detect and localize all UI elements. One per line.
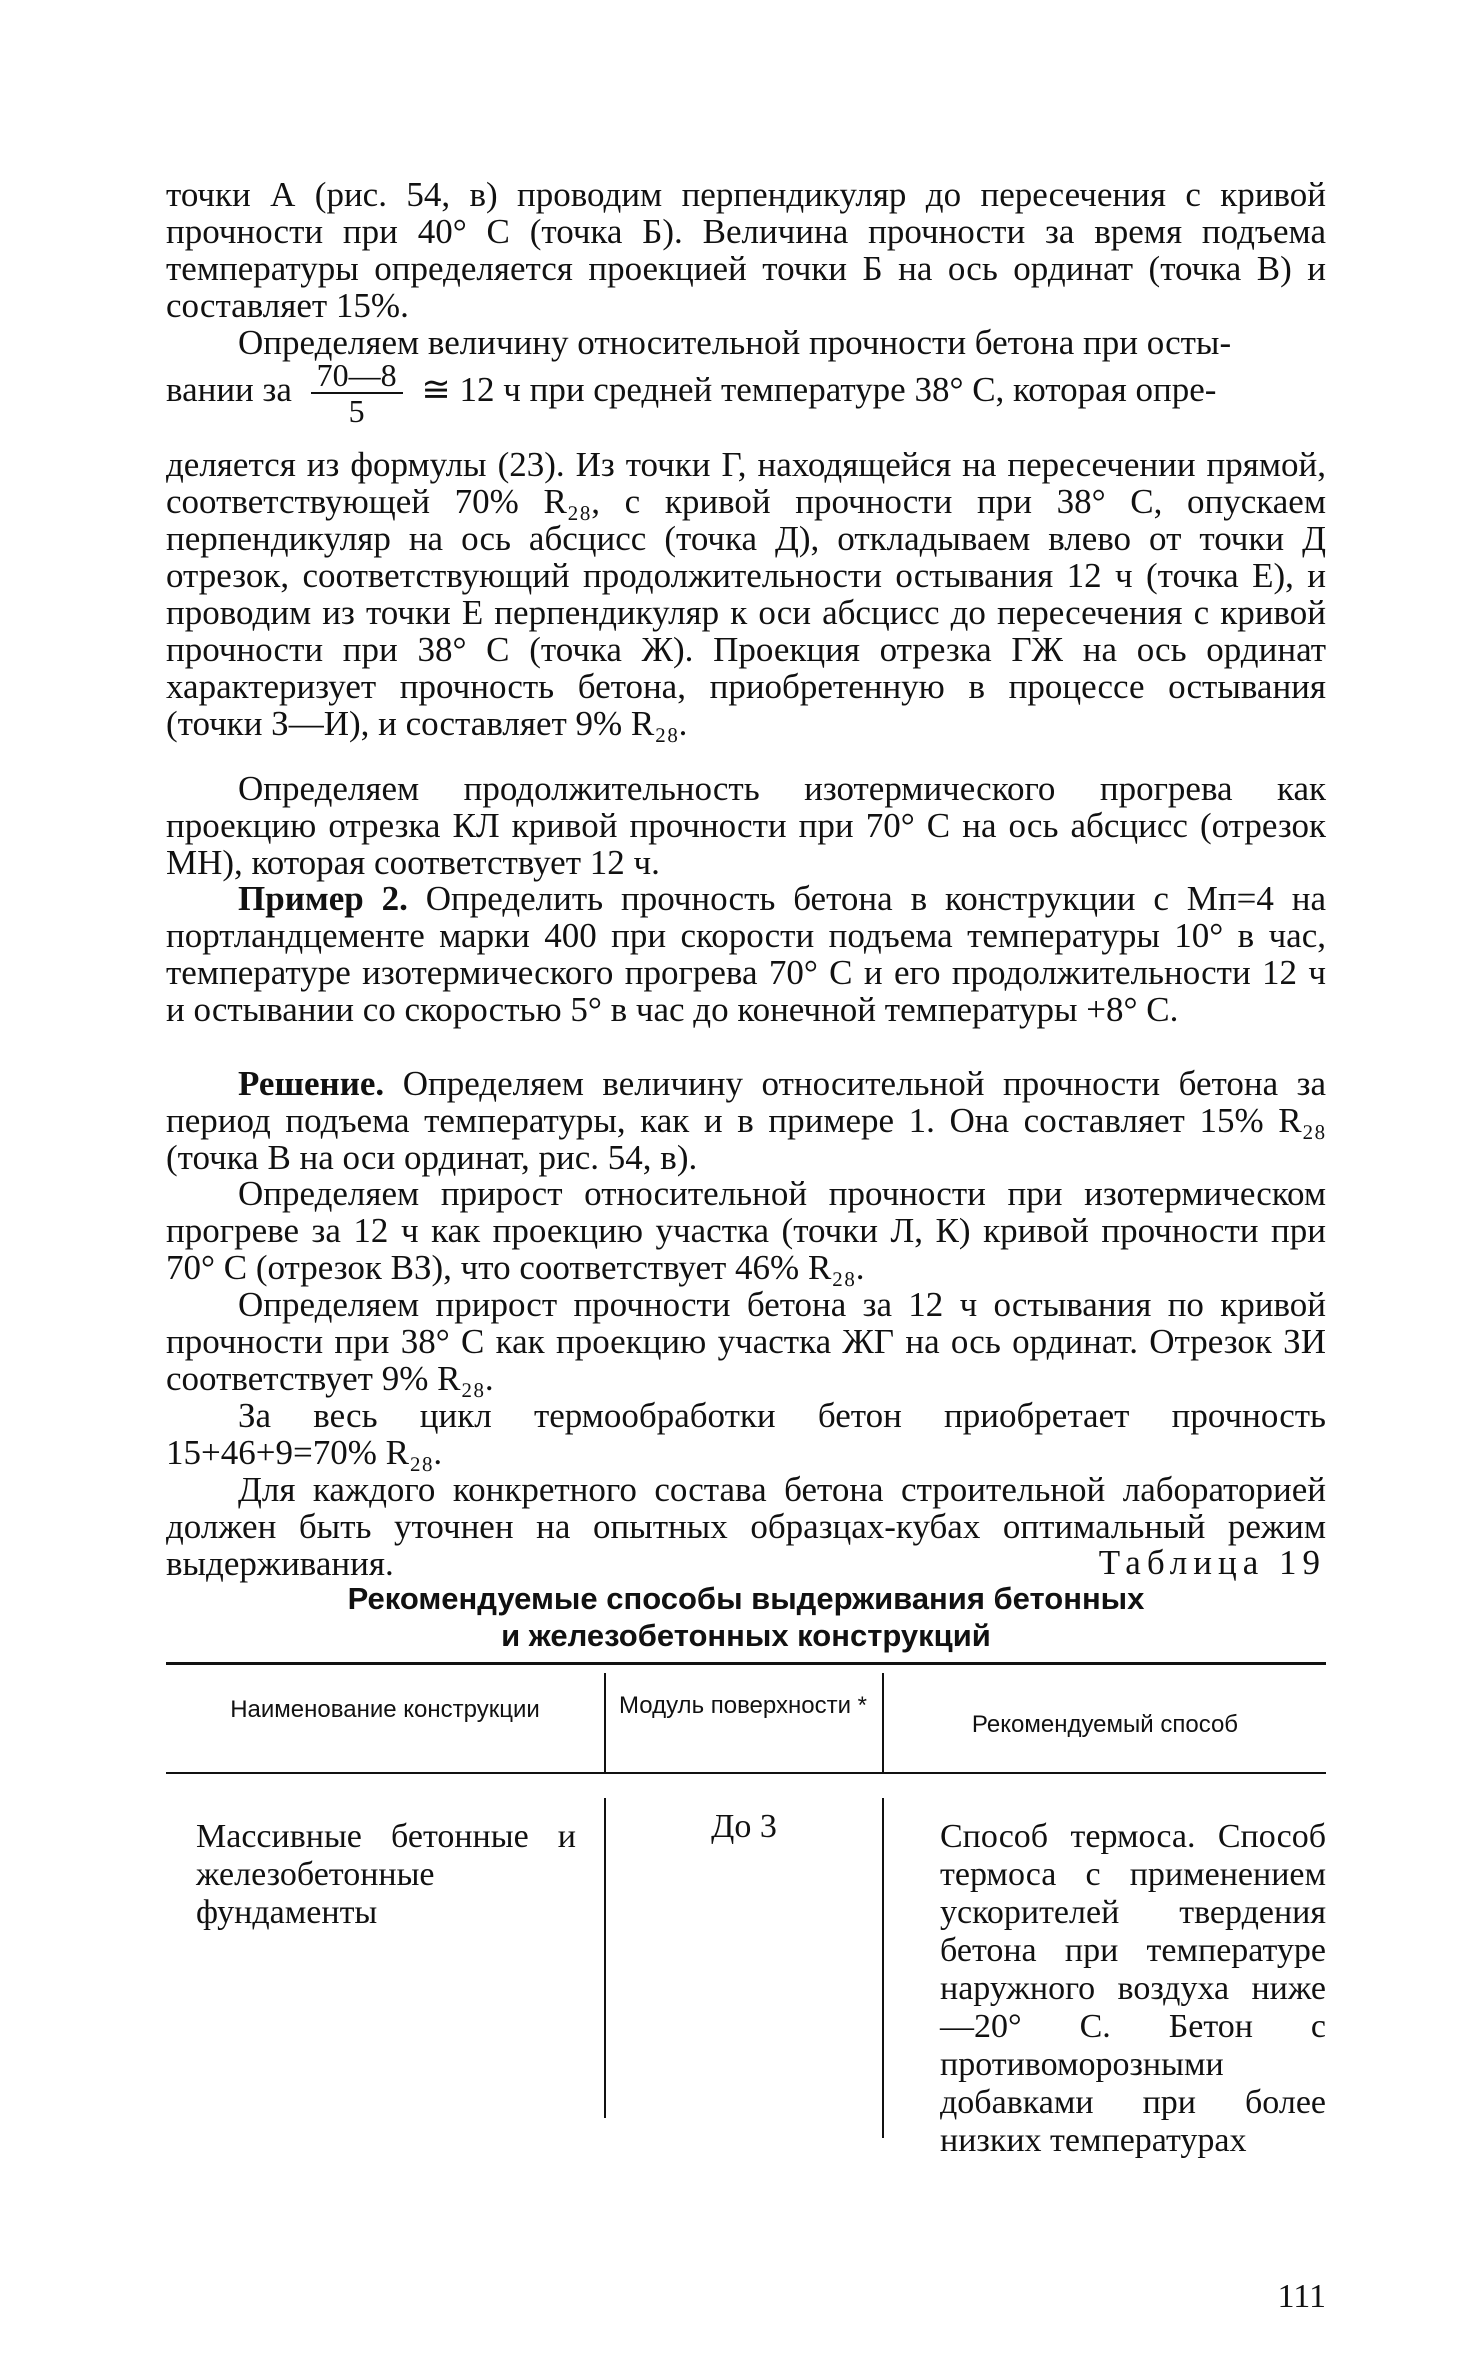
solution-text: Определяем величину относительной прочности бетона за период подъема температуры, как и в примере 1. Она составляет 15% R₂₈ (точка В на оси ординат, рис. 54, в).: [166, 1064, 1327, 1177]
paragraph-2-cont: деляется из формулы (23). Из точки Г, находящейся на пересечении прямой, соответствующей 70% R₂₈, с кривой прочности при 38° С, опускаем перпендикуляр на ось абсцисс (точка Д), откладываем влево от точки Д отрезок, соответствующий продолжительности остывания 12 ч (точка Е), и проводим из точки Е перпендикуляр к оси абсцисс до пересечения с кривой прочности при 38° С (точка Ж). Проекция отрезка ГЖ на ось ординат характеризует прочность бетона, приобретенную в процессе остывания (точки З—И), и составляет 9% R₂₈.: [166, 445, 1326, 743]
paragraph-6: Определяем прирост относительной прочности при изотермическом прогреве за 12 ч как проекцию участка (точки Л, К) кривой прочности при 70° С (отрезок ВЗ), что соответствует 46% R₂₈.: [166, 1174, 1326, 1287]
table-header-method: Рекомендуемый способ: [971, 1711, 1239, 1738]
fraction-numerator: 70—8: [311, 358, 403, 394]
table-body-divider-1: [604, 1798, 606, 2118]
table-cell-name: Массивные бетонные и железобетонные фундаменты: [196, 1818, 576, 1931]
solution-label: Решение.: [238, 1064, 385, 1103]
table-header-divider-2: [882, 1673, 884, 1773]
paragraph-3: Определяем продолжительность изотермического прогрева как проекцию отрезка КЛ кривой прочности при 70° С на ось абсцисс (отрезок МН), которая соответствует 12 ч.: [166, 769, 1326, 882]
example-text: Определить прочность бетона в конструкции с Мп=4 на портландцементе марки 400 при скорости подъема температуры 10° в час, температуре изотермического прогрева 70° С и его продолжительности 12 ч и остывании со скоростью 5° в час до конечной температуры +8° С.: [166, 879, 1326, 1029]
table-header-modulus: Модуль поверхности *: [619, 1692, 867, 1719]
paragraph-8: За весь цикл термообработки бетон приобретает прочность 15+46+9=70% R₂₈.: [166, 1396, 1326, 1472]
paragraph-1: точки А (рис. 54, в) проводим перпендикуляр до пересечения с кривой прочности при 40° С (точка Б). Величина прочности за время подъема температуры определяется проекцией точки Б на ось ординат (точка В) и составляет 15%.: [166, 175, 1326, 325]
example-label: Пример 2.: [238, 879, 408, 918]
table-header-name: Наименование конструкции: [230, 1696, 540, 1723]
paragraph-9: Для каждого конкретного состава бетона строительной лабораторией должен быть уточнен на опытных образцах-кубах оптимальный режим выдерживания.: [166, 1470, 1326, 1583]
table-title-line1: Рекомендуемые способы выдерживания бетонных: [347, 1581, 1145, 1616]
table-label: Таблица 19: [1098, 1543, 1326, 1582]
table-header-rule: [166, 1772, 1326, 1774]
fraction-prefix: вании за: [166, 370, 292, 410]
table-cell-modulus: До 3: [711, 1808, 777, 1845]
fraction: [311, 358, 403, 428]
table-cell-method: Способ термоса. Способ термоса с применением ускорителей твердения бетона при температуре наружного воздуха ниже —20° С. Бетон с противоморозными добавками при более низких температурах: [940, 1818, 1326, 2159]
paragraph-solution: [166, 1065, 1326, 1176]
paragraph-2-start: Определяем величину относительной прочности бетона при осты-: [238, 323, 1232, 362]
table-header-divider-1: [604, 1673, 606, 1773]
fraction-suffix: ≅ 12 ч при средней температуре 38° С, которая опре-: [421, 370, 1217, 410]
paragraph-7: Определяем прирост прочности бетона за 12 ч остывания по кривой прочности при 38° С как проекцию участка ЖГ на ось ординат. Отрезок ЗИ соответствует 9% R₂₈.: [166, 1285, 1326, 1398]
table-top-rule: [166, 1662, 1326, 1665]
fraction-denominator: 5: [348, 393, 365, 429]
table-title: [166, 1580, 1326, 1654]
fraction-line: [166, 358, 1326, 428]
table-body-divider-2: [882, 1798, 884, 2138]
paragraph-example-2: [166, 880, 1326, 1028]
table-title-line2: и железобетонных конструкций: [501, 1618, 991, 1653]
page-number: 111: [1277, 2278, 1326, 2315]
